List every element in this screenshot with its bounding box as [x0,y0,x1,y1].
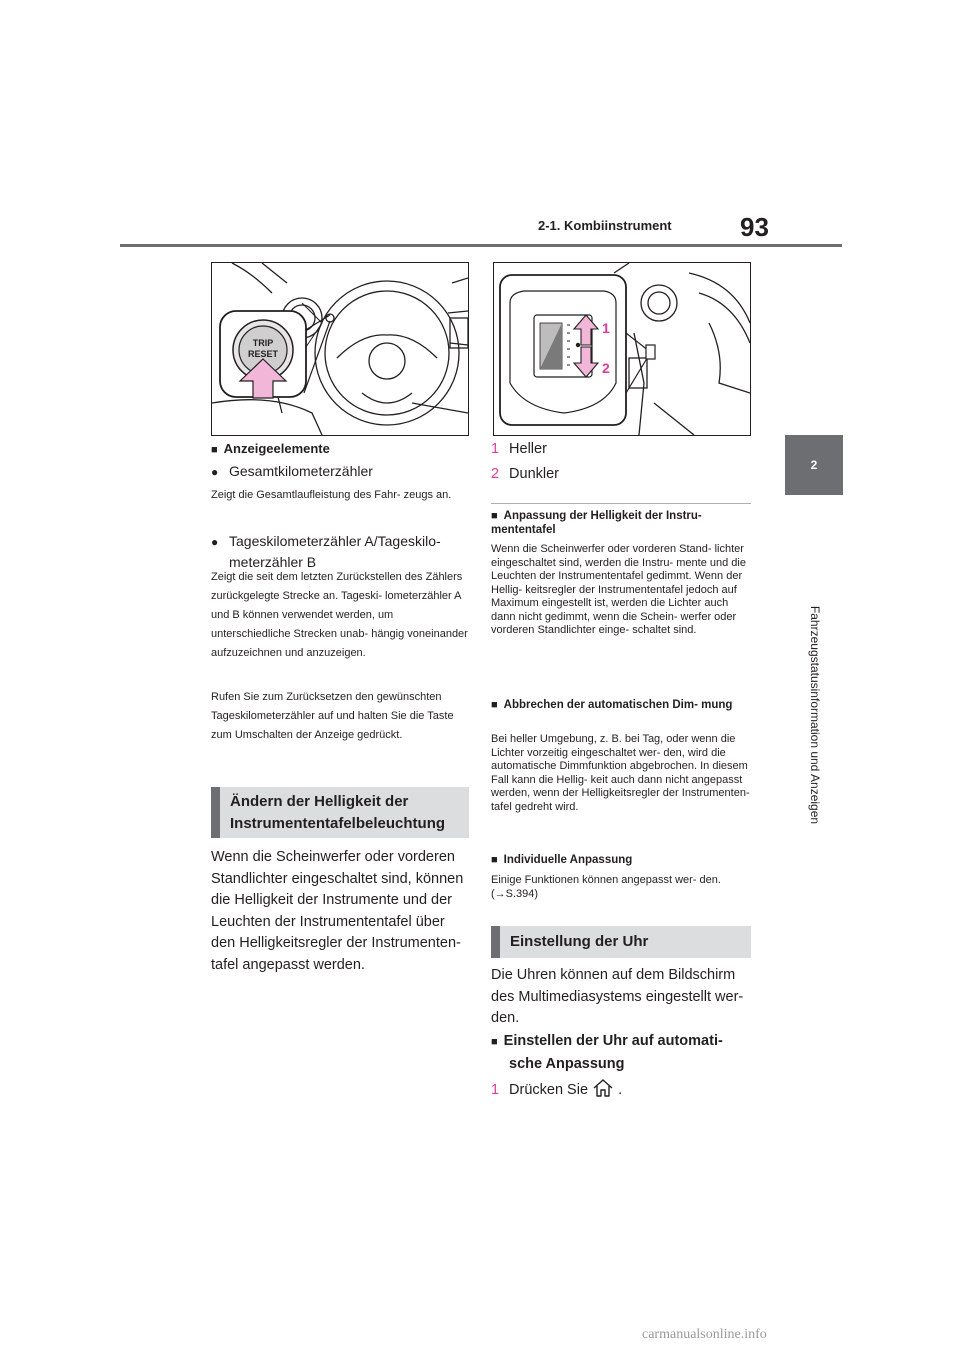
sub-heading-automatisch: ■ Einstellen der Uhr auf automati- sche Anpassung [491,1031,751,1075]
home-icon [592,1078,614,1098]
heading-anzeigeelemente: ■ Anzeigeelemente [211,441,469,456]
step-number: 1 [491,1082,500,1098]
note-individuelle-body: Einige Funktionen können angepasst wer- den. (→S.394) [491,874,721,900]
bullet1-description: Zeigt die Gesamtlaufleistung des Fahr- zeugs an. [211,489,452,501]
section-title: 2-1. Kombiinstrument [538,218,672,233]
list-item-dunkler [491,464,751,486]
step-1 [491,1078,751,1102]
reset-label: RESET [247,349,279,359]
list-item-heller [491,439,751,461]
section-box-uhr: Einstellung der Uhr [491,926,751,958]
bullet2-description: Zeigt die seit dem letzten Zurückstellen des Zählers zurückgelegte Strecke an. Tageski- lometerzähler A und B können verwendet werden, um unterschiedliche Strecken unab- hängig voneinander aufzuzeichnen und anzuzeigen. [211,571,468,659]
header-rule [120,244,842,247]
bullet2-description-reset: Rufen Sie zum Zurücksetzen den gewünschten Tageskilometerzähler auf und halten Sie die Taste zum Umschalten der Anzeige gedrückt. [211,691,454,741]
chapter-title-vertical [776,505,854,925]
note-individuelle-title: ■ Individuelle Anpassung [491,854,751,868]
section-box-helligkeit: Ändern der Helligkeit der Instrumententafelbeleuchtung [211,787,469,838]
zoom-connector [304,315,330,393]
bullet-gesamtkilometerzaehler: ● Gesamtkilometerzähler [211,461,487,482]
chapter-title-text: Fahrzeugstatusinformation und Anzeigen [808,605,823,825]
dimmer-illustration [493,262,751,436]
callout-1: 1 [602,320,610,336]
watermark: carmanualsonline.info [642,1327,767,1342]
note-anpassung-title: ■ Anpassung der Helligkeit der Instru- mententafel [491,510,751,537]
callout-2: 2 [602,360,610,376]
dashboard-drawing-2 [494,263,750,435]
item-label: Dunkler [509,466,559,482]
chapter-tab: 2 [785,435,843,495]
note-abbrechen-body: Bei heller Umgebung, z. B. bei Tag, oder wenn die Lichter vorzeitig eingeschaltet wer- den, wird die automatische Dimmfunktion abgebrochen. In diesem Fall kann die Hellig- keit auch dann nicht angepasst werden, wenn der Helligkeitsregler der Instrumenten- tafel gedreht wird. [491,733,750,813]
note-abbrechen-title: ■ Abbrechen der automatischen Dim- mung [491,699,751,713]
item-label: Heller [509,441,547,457]
bullet-tageskilometerzaehler: ● Tageskilometerzähler A/Tageskilo- meterzähler B [211,531,487,572]
note-divider [491,503,751,504]
uhr-description: Die Uhren können auf dem Bildschirm des Multimediasystems eingestellt wer- den. [491,967,744,1026]
step-text: Drücken Sie [509,1082,589,1098]
helligkeit-description: Wenn die Scheinwerfer oder vorderen Standlichter eingeschaltet sind, können die Helligkeit der Instrumente und der Leuchten der Instrumententafel über den Helligkeitsregler der Instrumenten- tafel angepasst werden. [211,849,464,973]
step-text-end: . [618,1082,623,1098]
page-number: 93 [740,212,769,242]
item-number: 2 [491,466,500,482]
note-anpassung-body: Wenn die Scheinwerfer oder vorderen Stand- lichter eingeschaltet sind, werden die Instru- mente und die Leuchten der Instrumententafel gedimmt. Wenn der Hellig- keitsregler der Instrumententafel jedoch auf Maximum eingestellt ist, werden die Lichter auch dann nicht gedimmt, wenn die Schein- werfer oder vorderen Standlichter einge- schaltet sind. [491,543,746,636]
item-number: 1 [491,441,500,457]
trip-reset-illustration [211,262,469,436]
trip-label: TRIP [252,338,274,348]
dashboard-drawing [212,263,468,435]
